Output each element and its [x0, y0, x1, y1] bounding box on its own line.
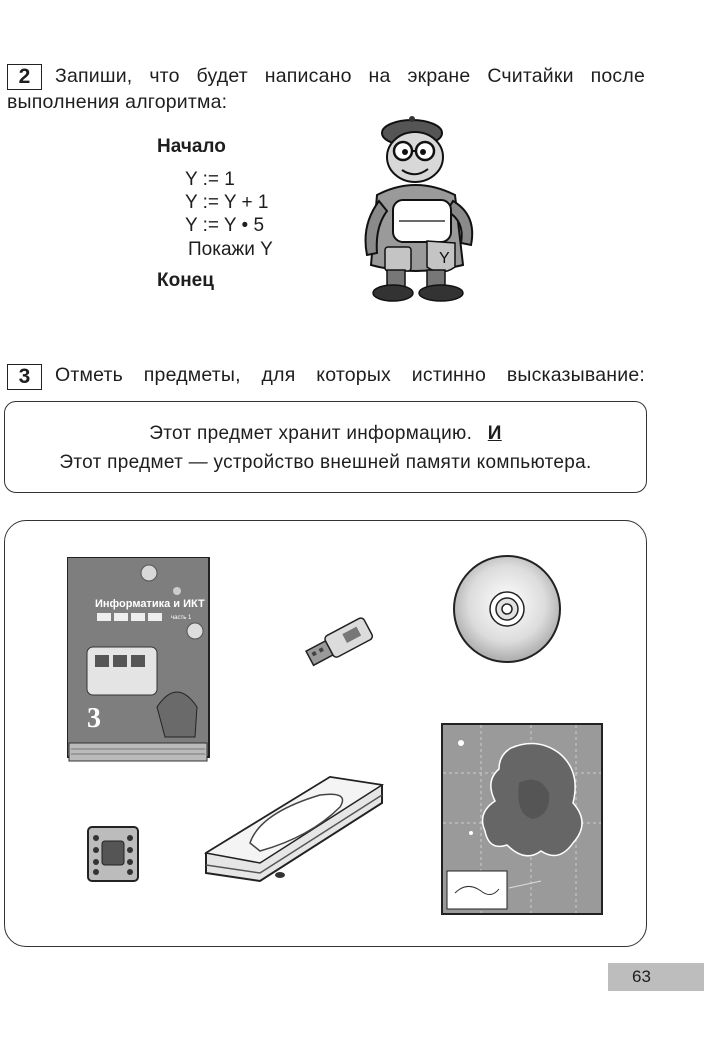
textbook-title: Информатика и ИКТ	[95, 598, 205, 610]
algorithm-line-4: Покажи Y	[188, 239, 273, 260]
island-map-item[interactable]	[441, 723, 603, 915]
task2-number: 2	[7, 64, 42, 90]
task2-text-line1: Запиши, что будет написано на экране Считайки после	[55, 65, 645, 87]
schitaika-character	[355, 115, 490, 305]
algorithm-end: Конец	[157, 270, 214, 291]
task2-text-line2: выполнения алгоритма:	[7, 91, 228, 113]
pocket-letter: Y	[439, 250, 450, 267]
flatbed-scanner-item[interactable]	[200, 773, 386, 889]
algorithm-begin: Начало	[157, 136, 226, 157]
textbook-grade: 3	[87, 703, 101, 734]
statement-box	[4, 401, 647, 493]
algorithm-line-1: Y := 1	[185, 169, 235, 190]
task3-text: Отметь предметы, для которых истинно высказывание:	[55, 364, 645, 386]
statement-line-2: Этот предмет — устройство внешней памяти компьютера.	[59, 452, 592, 473]
statement-connector: И	[487, 423, 502, 444]
memory-chip-item[interactable]	[87, 826, 139, 882]
usb-flash-drive-item[interactable]	[297, 615, 381, 675]
statement-text-1: Этот предмет хранит информацию.	[149, 423, 473, 444]
algorithm-line-3: Y := Y • 5	[185, 215, 265, 236]
algorithm-line-2: Y := Y + 1	[185, 192, 269, 213]
cd-disc-item[interactable]	[451, 553, 563, 665]
textbook-item[interactable]	[67, 557, 212, 763]
statement-line-1	[5, 423, 646, 445]
textbook-part: часть 1	[171, 615, 192, 621]
task3-number: 3	[7, 364, 42, 390]
page-number: 63	[608, 963, 704, 991]
items-box	[4, 520, 647, 947]
